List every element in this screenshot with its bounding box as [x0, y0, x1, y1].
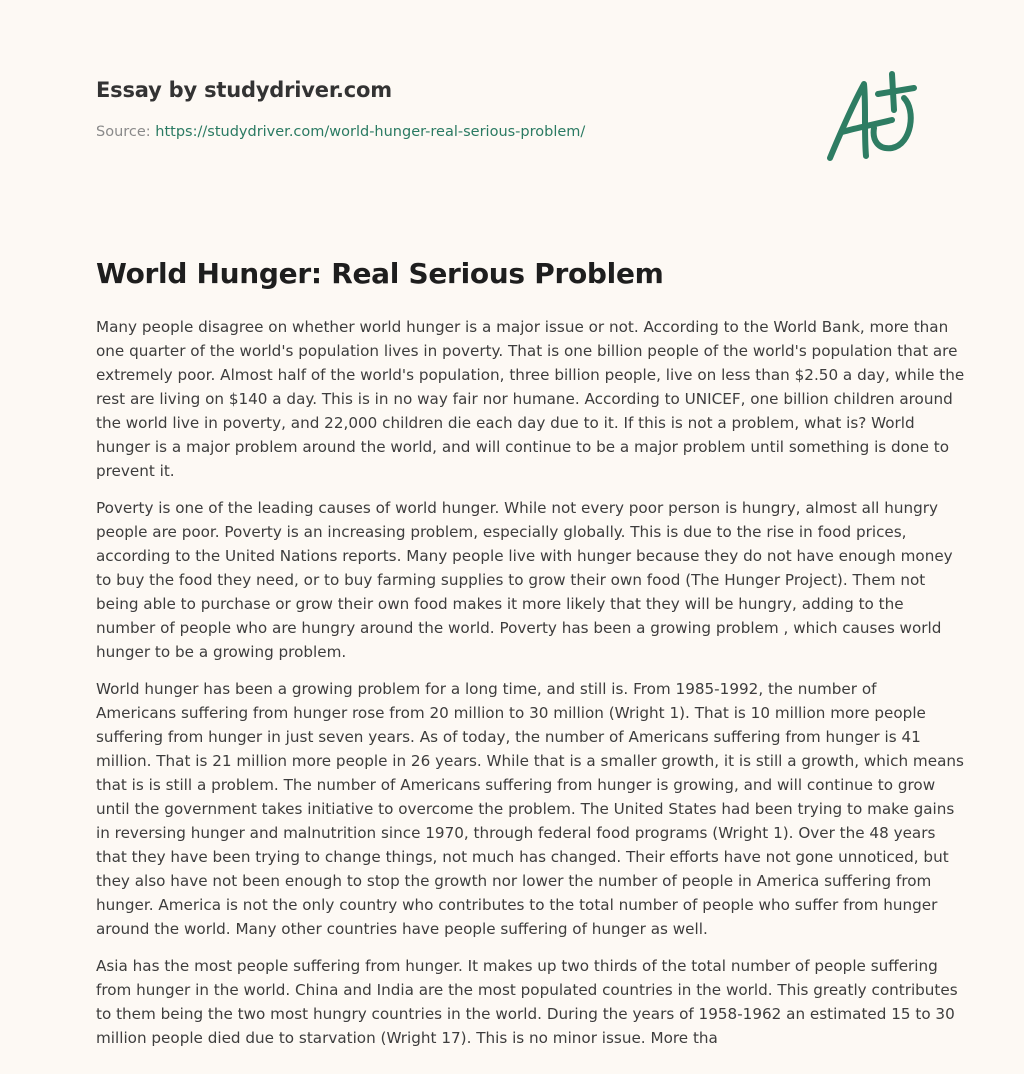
text-line: according to the United Nations reports. Many people live with hunger because they do not have enough money [96, 547, 953, 565]
text-line: the world live in poverty, and 22,000 children die each day due to it. If this is not a problem, what is? World [96, 414, 915, 432]
text-line: around the world. Many other countries have people suffering of hunger as well. [96, 920, 708, 938]
text-line: suffering from hunger in just seven years. As of today, the number of Americans suffering from hunger is 41 [96, 728, 921, 746]
text-line: they also have not been enough to stop the growth nor lower the number of people in America suffering from [96, 872, 932, 890]
essay-body [96, 315, 965, 1063]
paragraph-2 [96, 496, 953, 664]
text-line: that is is still a problem. The number of Americans suffering from hunger is growing, and will continue to grow [96, 776, 936, 794]
text-line: to buy the food they need, or to buy farming supplies to grow their own food (The Hunger Project). Them not [96, 571, 926, 589]
text-line: hunger to be a growing problem. [96, 643, 347, 661]
text-line: until the government takes initiative to overcome the problem. The United States had been trying to make gains [96, 800, 955, 818]
text-line: that they have been trying to change things, not much has changed. Their efforts have not gone unnoticed, but [96, 848, 949, 866]
text-line: one quarter of the world's population lives in poverty. That is one billion people of the world's population that are [96, 342, 958, 360]
text-line: Asia has the most people suffering from hunger. It makes up two thirds of the total number of people suffering [96, 957, 938, 975]
source-link[interactable]: https://studydriver.com/world-hunger-real-serious-problem/ [155, 124, 586, 140]
text-line: people are poor. Poverty is an increasing problem, especially globally. This is due to the rise in food prices, [96, 523, 907, 541]
text-line: extremely poor. Almost half of the world's population, three billion people, live on less than $2.50 a day, while the [96, 366, 965, 384]
text-line: to them being the two most hungry countries in the world. During the years of 1958-1962 an estimated 15 to 30 [96, 1005, 955, 1023]
text-line: number of people who are hungry around the world. Poverty has been a growing problem , which causes world [96, 619, 942, 637]
paragraph-3 [96, 677, 964, 941]
text-line: World hunger has been a growing problem for a long time, and still is. From 1985-1992, the number of [96, 680, 877, 698]
source-label: Source: [96, 124, 151, 140]
text-line: hunger is a major problem around the world, and will continue to be a major problem until something is done to [96, 438, 950, 456]
a-plus-grade-icon [820, 64, 930, 168]
text-line: being able to purchase or grow their own food makes it more likely that they will be hungry, adding to the [96, 595, 904, 613]
text-line: million people died due to starvation (Wright 17). This is no minor issue. More tha [96, 1029, 718, 1047]
text-line: rest are living on $140 a day. This is in no way fair nor humane. According to UNICEF, one billion children around [96, 390, 953, 408]
essay-title: World Hunger: Real Serious Problem [96, 257, 664, 290]
text-line: in reversing hunger and malnutrition since 1970, through federal food programs (Wright 1). Over the 48 years [96, 824, 936, 842]
text-line: Many people disagree on whether world hunger is a major issue or not. According to the World Bank, more than [96, 318, 949, 336]
source-line [96, 122, 796, 142]
text-line: from hunger in the world. China and India are the most populated countries in the world. This greatly contributes [96, 981, 958, 999]
text-line: Poverty is one of the leading causes of world hunger. While not every poor person is hungry, almost all hungry [96, 499, 938, 517]
text-line: Americans suffering from hunger rose from 20 million to 30 million (Wright 1). That is 10 million more people [96, 704, 926, 722]
paragraph-4 [96, 954, 958, 1050]
site-title: Essay by studydriver.com [96, 78, 392, 102]
text-line: hunger. America is not the only country who contributes to the total number of people who suffer from hunger [96, 896, 938, 914]
page-header [96, 74, 796, 142]
paragraph-1 [96, 315, 965, 483]
text-line: prevent it. [96, 462, 175, 480]
text-line: million. That is 21 million more people in 26 years. While that is a smaller growth, it is still a growth, which means [96, 752, 964, 770]
